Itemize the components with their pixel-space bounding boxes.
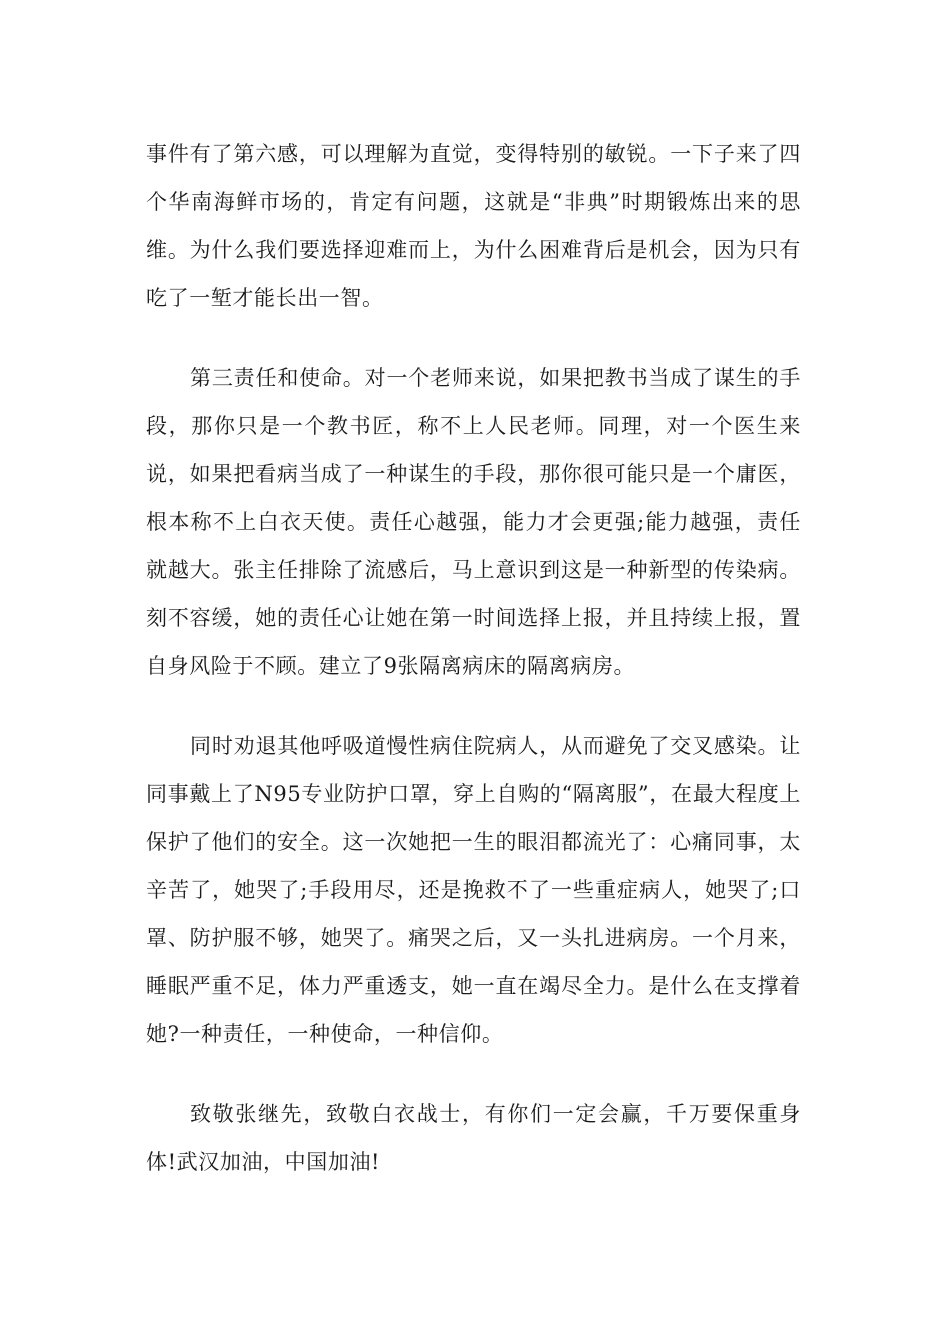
paragraph-tribute: 致敬张继先，致敬白衣战士，有你们一定会赢，千万要保重身体!武汉加油，中国加油! bbox=[146, 1102, 801, 1174]
document-body bbox=[146, 130, 801, 1186]
paragraph-continuation: 事件有了第六感，可以理解为直觉，变得特别的敏锐。一下子来了四个华南海鲜市场的，肯定有问题，这就是“非典”时期锻炼出来的思维。为什么我们要选择迎难而上，为什么困难背后是机会，因为只有吃了一堑才能长出一智。 bbox=[146, 142, 801, 310]
paragraph-protection: 同时劝退其他呼吸道慢性病住院病人，从而避免了交叉感染。让同事戴上了N95专业防护口罩，穿上自购的“隔离服”，在最大程度上保护了他们的安全。这一次她把一生的眼泪都流光了：心痛同事，太辛苦了，她哭了;手段用尽，还是挽救不了一些重症病人，她哭了;口罩、防护服不够，她哭了。痛哭之后，又一头扎进病房。一个月来，睡眠严重不足，体力严重透支，她一直在竭尽全力。是什么在支撑着她?一种责任，一种使命，一种信仰。 bbox=[146, 734, 801, 1046]
paragraph-responsibility: 第三责任和使命。对一个老师来说，如果把教书当成了谋生的手段，那你只是一个教书匠，称不上人民老师。同理，对一个医生来说，如果把看病当成了一种谋生的手段，那你很可能只是一个庸医，根本称不上白衣天使。责任心越强，能力才会更强;能力越强，责任就越大。张主任排除了流感后，马上意识到这是一种新型的传染病。刻不容缓，她的责任心让她在第一时间选择上报，并且持续上报，置自身风险于不顾。建立了9张隔离病床的隔离病房。 bbox=[146, 366, 801, 678]
